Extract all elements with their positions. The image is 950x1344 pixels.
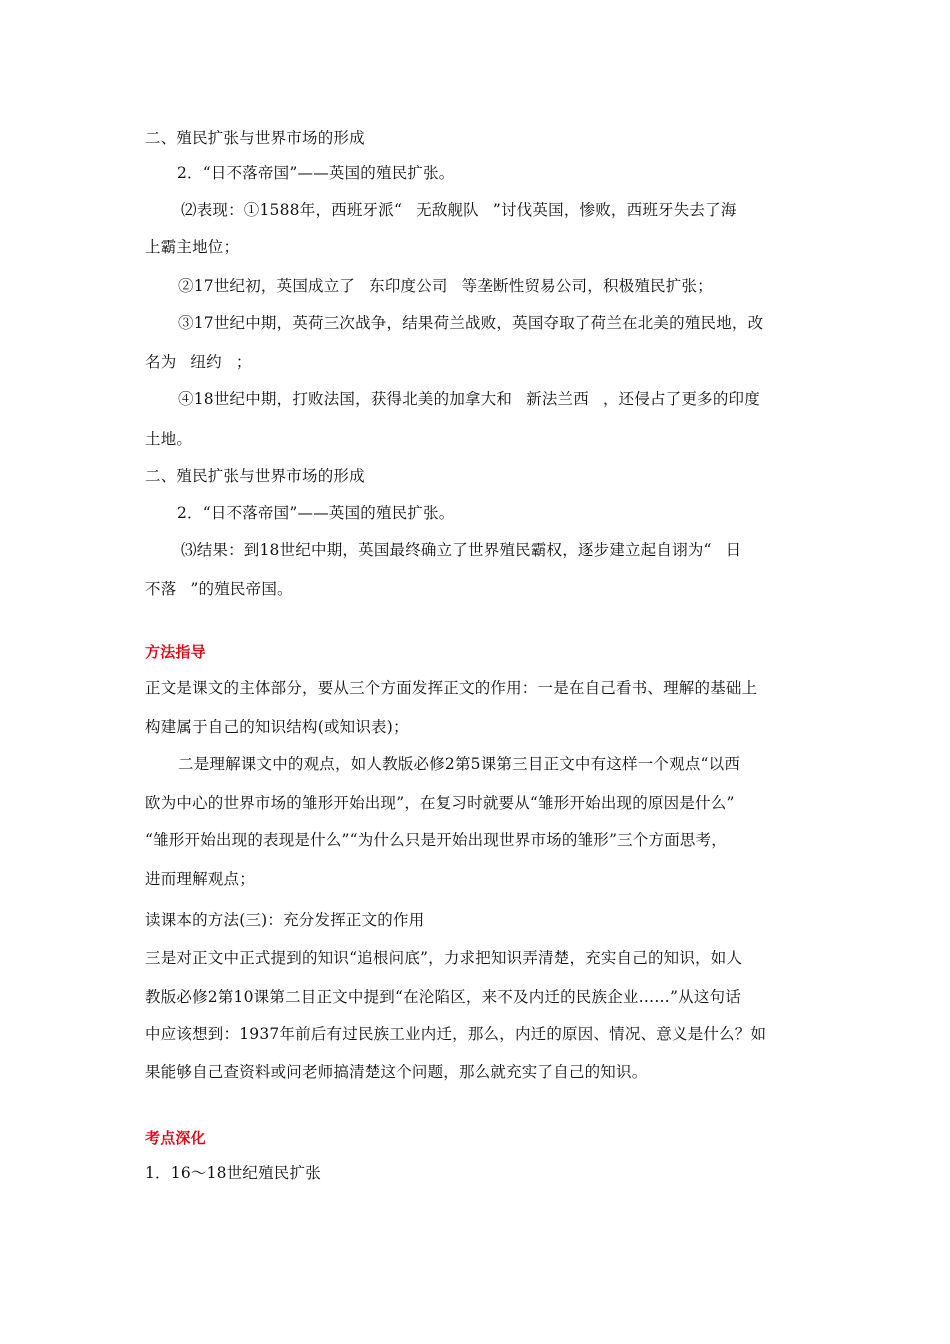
section1-p3-line2 bbox=[145, 351, 815, 373]
section1-heading: 二、殖民扩张与世界市场的形成 bbox=[145, 129, 365, 147]
method-para1-line1: 正文是课文的主体部分，要从三个方面发挥正文的作用：一是在自己看书、理解的基础上 bbox=[145, 679, 758, 697]
deepen-item1: 1．16～18世纪殖民扩张 bbox=[145, 1164, 321, 1182]
fill-blank-armada: 无敌舰队 bbox=[416, 201, 479, 219]
section2-subheading: 2．“日不落帝国”——英国的殖民扩张。 bbox=[177, 504, 455, 522]
section1-p4-line1 bbox=[178, 388, 848, 410]
method-para3-line4: 果能够自己查资料或问老师搞清楚这个问题，那么就充实了自己的知识。 bbox=[145, 1063, 648, 1081]
section1-p2-text-a: ②17世纪初，英国成立了 bbox=[178, 277, 356, 295]
section1-p3-text-b: ； bbox=[235, 353, 252, 371]
fill-blank-new-france: 新法兰西 bbox=[526, 390, 589, 408]
section1-p3-line1: ③17世纪中期，英荷三次战争，结果荷兰战败，英国夺取了荷兰在北美的殖民地，改 bbox=[178, 314, 764, 332]
section1-p2-text-b: 等垄断性贸易公司，积极殖民扩张； bbox=[461, 277, 713, 295]
method-para2-line2: 欧为中心的世界市场的雏形开始出现”，在复习时就要从“雏形开始出现的原因是什么” bbox=[145, 794, 735, 812]
fill-blank-sun-never-sets-part1: 日 bbox=[725, 541, 742, 559]
method-para3-line1: 三是对正文中正式提到的知识“追根问底”，力求把知识弄清楚，充实自己的知识，如人 bbox=[145, 949, 743, 967]
section1-subheading: 2．“日不落帝国”——英国的殖民扩张。 bbox=[177, 164, 455, 182]
section1-p1-text-a: ⑵表现：①1588年，西班牙派“ bbox=[181, 201, 403, 219]
section1-p4-line2: 土地。 bbox=[145, 430, 193, 448]
method-para3-line2: 教版必修2第10课第二目正文中提到“在沦陷区，来不及内迁的民族企业……”从这句话 bbox=[145, 988, 741, 1006]
method-heading: 方法指导 bbox=[145, 643, 206, 661]
section2-p1-line2 bbox=[145, 578, 815, 600]
section1-p4-text-b: ，还侵占了更多的印度 bbox=[602, 390, 760, 408]
fill-blank-sun-never-sets-part2: 不落 bbox=[145, 580, 177, 598]
section1-p1-line1 bbox=[181, 199, 851, 221]
method-para2-line4: 进而理解观点； bbox=[145, 870, 255, 888]
method-para3-line3: 中应该想到：1937年前后有过民族工业内迁，那么，内迁的原因、情况、意义是什么？如 bbox=[145, 1025, 767, 1043]
section2-p1-text-b: ”的殖民帝国。 bbox=[190, 580, 293, 598]
section1-p3-text-a: 名为 bbox=[145, 353, 177, 371]
method-para2-line3: “雏形开始出现的表现是什么”“为什么只是开始出现世界市场的雏形”三个方面思考， bbox=[145, 831, 727, 849]
section1-p1-line2: 上霸主地位； bbox=[145, 238, 240, 256]
fill-blank-east-india-company: 东印度公司 bbox=[369, 277, 448, 295]
section1-p2 bbox=[178, 275, 848, 297]
fill-blank-new-york: 纽约 bbox=[190, 353, 222, 371]
section2-p1-line1 bbox=[181, 539, 851, 561]
method-para2-line1: 二是理解课文中的观点，如人教版必修2第5课第三目正文中有这样一个观点“以西 bbox=[178, 755, 741, 773]
section1-p4-text-a: ④18世纪中期，打败法国，获得北美的加拿大和 bbox=[178, 390, 513, 408]
deepen-heading: 考点深化 bbox=[145, 1129, 206, 1147]
method-title3: 读课本的方法(三)：充分发挥正文的作用 bbox=[145, 911, 425, 929]
section2-p1-text-a: ⑶结果：到18世纪中期，英国最终确立了世界殖民霸权，逐步建立起自诩为“ bbox=[181, 541, 712, 559]
section1-p1-text-b: ”讨伐英国，惨败，西班牙失去了海 bbox=[492, 201, 737, 219]
section2-heading: 二、殖民扩张与世界市场的形成 bbox=[145, 467, 365, 485]
method-para1-line2: 构建属于自己的知识结构(或知识表)； bbox=[145, 718, 409, 736]
